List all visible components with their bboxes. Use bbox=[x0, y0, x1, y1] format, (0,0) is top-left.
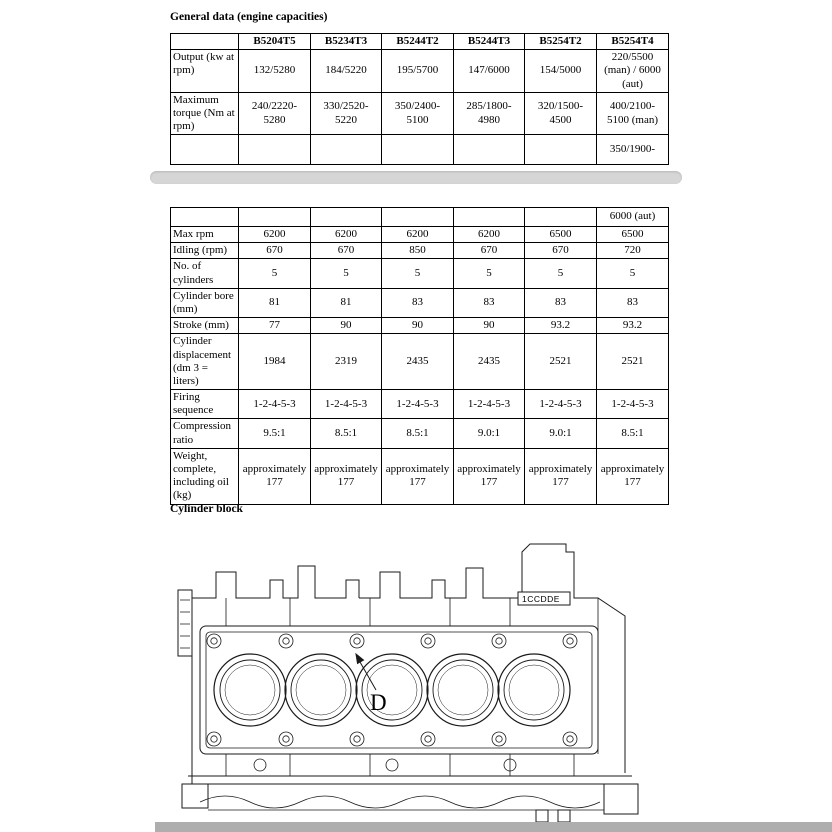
value-cell: 240/2220-5280 bbox=[239, 92, 311, 135]
value-cell: 320/1500-4500 bbox=[525, 92, 597, 135]
table-row bbox=[171, 50, 669, 93]
column-header bbox=[171, 34, 239, 50]
value-cell: approximately 177 bbox=[239, 448, 311, 504]
value-cell: 6200 bbox=[382, 227, 454, 243]
value-cell: 83 bbox=[525, 288, 597, 317]
column-header: B5254T2 bbox=[525, 34, 597, 50]
row-label-cell: Max rpm bbox=[171, 227, 239, 243]
value-cell: 5 bbox=[382, 259, 454, 288]
part-code-label: 1CCDDE bbox=[522, 594, 560, 604]
value-cell: 2521 bbox=[525, 334, 597, 390]
table-row bbox=[171, 227, 669, 243]
table-row bbox=[171, 259, 669, 288]
value-cell: 83 bbox=[382, 288, 454, 317]
value-cell: 5 bbox=[525, 259, 597, 288]
section-title-cylinder-block: Cylinder block bbox=[170, 503, 243, 515]
value-cell: 6200 bbox=[239, 227, 311, 243]
value-cell: 2319 bbox=[311, 334, 382, 390]
engine-block-outline bbox=[178, 544, 638, 822]
engine-capacities-table-continued bbox=[170, 207, 669, 505]
value-cell bbox=[454, 208, 525, 227]
value-cell bbox=[525, 135, 597, 165]
table-row bbox=[171, 208, 669, 227]
mount-foot-right bbox=[604, 784, 638, 814]
viewer-edge-bar bbox=[155, 822, 832, 832]
row-label-cell: Idling (rpm) bbox=[171, 243, 239, 259]
dimension-label: D bbox=[370, 690, 387, 715]
value-cell: 9.0:1 bbox=[454, 419, 525, 448]
value-cell: 2435 bbox=[382, 334, 454, 390]
value-cell: 6000 (aut) bbox=[597, 208, 669, 227]
column-header: B5204T5 bbox=[239, 34, 311, 50]
value-cell: 1-2-4-5-3 bbox=[239, 390, 311, 419]
row-label-cell: Maximum torque (Nm at rpm) bbox=[171, 92, 239, 135]
value-cell: 720 bbox=[597, 243, 669, 259]
value-cell: 220/5500 (man) / 6000 (aut) bbox=[597, 50, 669, 93]
value-cell bbox=[525, 208, 597, 227]
value-cell: 5 bbox=[597, 259, 669, 288]
column-header: B5244T3 bbox=[454, 34, 525, 50]
value-cell: 154/5000 bbox=[525, 50, 597, 93]
row-label-cell: Output (kw at rpm) bbox=[171, 50, 239, 93]
value-cell: 1-2-4-5-3 bbox=[382, 390, 454, 419]
value-cell: 350/2400-5100 bbox=[382, 92, 454, 135]
freeze-plugs bbox=[254, 759, 516, 771]
row-label-cell bbox=[171, 135, 239, 165]
page-separator bbox=[150, 171, 682, 184]
value-cell: 77 bbox=[239, 318, 311, 334]
value-cell: approximately 177 bbox=[311, 448, 382, 504]
value-cell: 5 bbox=[311, 259, 382, 288]
value-cell: 8.5:1 bbox=[382, 419, 454, 448]
row-label-cell: Stroke (mm) bbox=[171, 318, 239, 334]
table-row bbox=[171, 318, 669, 334]
value-cell: 5 bbox=[239, 259, 311, 288]
value-cell: 1-2-4-5-3 bbox=[311, 390, 382, 419]
value-cell: 90 bbox=[311, 318, 382, 334]
value-cell: 285/1800-4980 bbox=[454, 92, 525, 135]
crankcase-rails bbox=[182, 776, 638, 784]
value-cell: 1984 bbox=[239, 334, 311, 390]
row-label-cell: No. of cylinders bbox=[171, 259, 239, 288]
bolt-holes-top bbox=[207, 634, 577, 648]
value-cell: 1-2-4-5-3 bbox=[454, 390, 525, 419]
value-cell: 670 bbox=[525, 243, 597, 259]
rib-lines bbox=[226, 598, 598, 776]
engine-capacities-table bbox=[170, 33, 669, 165]
value-cell bbox=[311, 208, 382, 227]
value-cell: 8.5:1 bbox=[311, 419, 382, 448]
value-cell bbox=[454, 135, 525, 165]
value-cell: 6500 bbox=[597, 227, 669, 243]
table-row bbox=[171, 334, 669, 390]
value-cell: 350/1900- bbox=[597, 135, 669, 165]
value-cell: 90 bbox=[382, 318, 454, 334]
value-cell: approximately 177 bbox=[382, 448, 454, 504]
column-header: B5244T2 bbox=[382, 34, 454, 50]
deck-face-outer bbox=[200, 626, 598, 754]
value-cell: 5 bbox=[454, 259, 525, 288]
cylinder-bore bbox=[498, 654, 570, 726]
value-cell: 1-2-4-5-3 bbox=[597, 390, 669, 419]
table-row bbox=[171, 448, 669, 504]
value-cell bbox=[382, 135, 454, 165]
row-label-cell: Weight, complete, including oil (kg) bbox=[171, 448, 239, 504]
column-header: B5254T4 bbox=[597, 34, 669, 50]
row-label-cell: Firing sequence bbox=[171, 390, 239, 419]
value-cell: 195/5700 bbox=[382, 50, 454, 93]
value-cell: 147/6000 bbox=[454, 50, 525, 93]
value-cell: 83 bbox=[454, 288, 525, 317]
value-cell: 2521 bbox=[597, 334, 669, 390]
table-row bbox=[171, 419, 669, 448]
value-cell: 8.5:1 bbox=[597, 419, 669, 448]
value-cell: approximately 177 bbox=[525, 448, 597, 504]
value-cell: 670 bbox=[454, 243, 525, 259]
value-cell: 81 bbox=[239, 288, 311, 317]
deck-face-inner bbox=[206, 632, 592, 748]
cylinder-block-diagram bbox=[170, 538, 670, 830]
value-cell: 670 bbox=[311, 243, 382, 259]
value-cell bbox=[311, 135, 382, 165]
row-label-cell: Cylinder bore (mm) bbox=[171, 288, 239, 317]
value-cell: 330/2520-5220 bbox=[311, 92, 382, 135]
bottom-tab bbox=[558, 810, 570, 822]
cylinder-bore bbox=[285, 654, 357, 726]
value-cell: approximately 177 bbox=[597, 448, 669, 504]
value-cell: 9.0:1 bbox=[525, 419, 597, 448]
value-cell: 6200 bbox=[454, 227, 525, 243]
value-cell: 184/5220 bbox=[311, 50, 382, 93]
value-cell: 132/5280 bbox=[239, 50, 311, 93]
table-row bbox=[171, 243, 669, 259]
value-cell: 6500 bbox=[525, 227, 597, 243]
bolt-holes-bottom bbox=[207, 732, 577, 746]
table-row bbox=[171, 288, 669, 317]
value-cell: 850 bbox=[382, 243, 454, 259]
table-header-row bbox=[171, 34, 669, 50]
value-cell: 1-2-4-5-3 bbox=[525, 390, 597, 419]
stamped-id-plate bbox=[178, 590, 192, 656]
value-cell bbox=[382, 208, 454, 227]
value-cell: 400/2100-5100 (man) bbox=[597, 92, 669, 135]
value-cell: 90 bbox=[454, 318, 525, 334]
cylinder-bore bbox=[427, 654, 499, 726]
cylinder-bore bbox=[356, 654, 428, 726]
value-cell: approximately 177 bbox=[454, 448, 525, 504]
value-cell: 93.2 bbox=[525, 318, 597, 334]
bottom-tab bbox=[536, 810, 548, 822]
cylinder-bore bbox=[214, 654, 286, 726]
table-row bbox=[171, 92, 669, 135]
value-cell: 670 bbox=[239, 243, 311, 259]
value-cell: 9.5:1 bbox=[239, 419, 311, 448]
value-cell: 6200 bbox=[311, 227, 382, 243]
table-row bbox=[171, 135, 669, 165]
value-cell: 2435 bbox=[454, 334, 525, 390]
column-header: B5234T3 bbox=[311, 34, 382, 50]
value-cell: 81 bbox=[311, 288, 382, 317]
skirt-contour bbox=[200, 796, 604, 810]
value-cell: 83 bbox=[597, 288, 669, 317]
value-cell: 93.2 bbox=[597, 318, 669, 334]
row-label-cell bbox=[171, 208, 239, 227]
row-label-cell: Compression ratio bbox=[171, 419, 239, 448]
value-cell bbox=[239, 208, 311, 227]
section-title-general-data: General data (engine capacities) bbox=[170, 11, 328, 23]
value-cell bbox=[239, 135, 311, 165]
row-label-cell: Cylinder displacement (dm 3 = liters) bbox=[171, 334, 239, 390]
table-row bbox=[171, 390, 669, 419]
mount-foot-left bbox=[182, 784, 208, 808]
